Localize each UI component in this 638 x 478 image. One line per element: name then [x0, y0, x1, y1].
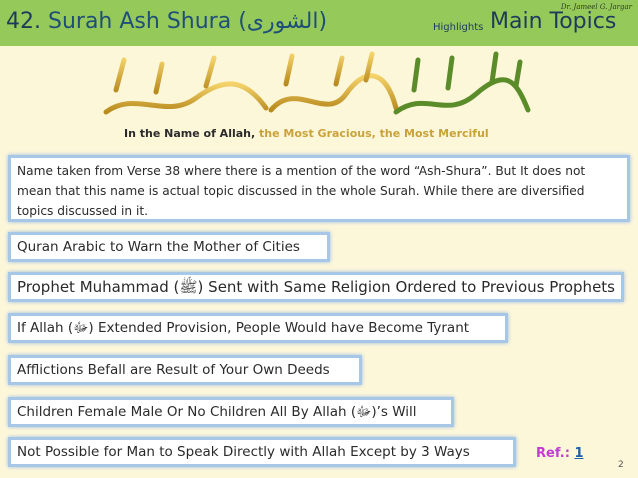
note-line-2: mean that this name is actual topic discussed in the whole Surah. While there are diversified	[17, 184, 585, 198]
highlights-label: Highlights	[433, 22, 484, 33]
surah-name: Surah Ash Shura (الشورى)	[48, 9, 328, 34]
header-bar	[0, 0, 638, 46]
topic-text: Quran Arabic to Warn the Mother of Cities	[17, 239, 300, 255]
caption-part-2: the Most Gracious, the Most Merciful	[255, 127, 489, 140]
topic-text: Not Possible for Man to Speak Directly with Allah Except by 3 Ways	[17, 444, 470, 460]
caption-part-1: In the Name of Allah,	[124, 127, 256, 140]
topic-text: Children Female Male Or No Children All By Allah (ﷻ)’s Will	[17, 404, 417, 420]
topic-box-3	[8, 313, 508, 343]
reference-link[interactable]: 1	[574, 446, 584, 461]
topic-box-2	[8, 272, 624, 302]
topic-box-4	[8, 355, 362, 385]
name-origin-note	[8, 155, 630, 222]
page-title	[6, 9, 327, 34]
topic-box-1	[8, 232, 330, 262]
main-topics-label: Main Topics	[490, 9, 617, 34]
topic-text: If Allah (ﷻ) Extended Provision, People Would have Become Tyrant	[17, 320, 470, 336]
reference	[536, 446, 583, 461]
reference-label: Ref.:	[536, 446, 575, 461]
surah-number: 42.	[6, 9, 41, 34]
page-number: 2	[618, 460, 624, 470]
topic-box-5	[8, 397, 454, 427]
note-line-1: Name taken from Verse 38 where there is a mention of the word “Ash-Shura”. But It does not	[17, 164, 586, 178]
topic-text: Afflictions Befall are Result of Your Own Deeds	[17, 362, 330, 378]
bismillah-caption	[124, 127, 489, 140]
note-line-3: topics discussed in it.	[17, 204, 149, 218]
author-credit: Dr. Jameel G. Jargar	[560, 3, 632, 11]
topic-text: Prophet Muhammad (ﷺ) Sent with Same Religion Ordered to Previous Prophets	[17, 278, 615, 296]
topic-box-6	[8, 437, 516, 467]
